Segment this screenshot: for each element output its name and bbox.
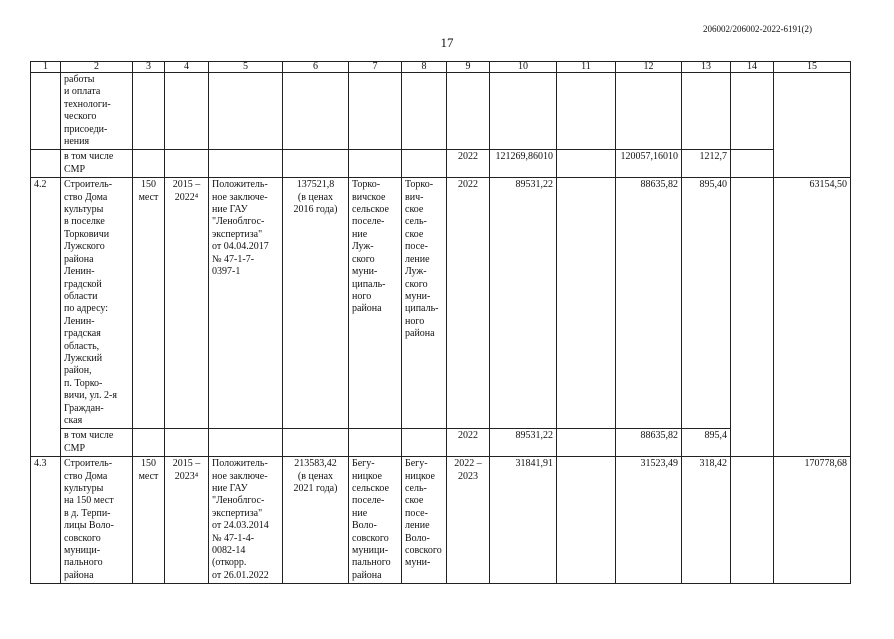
header-cell: 2 [61,62,133,73]
cell-regional: 120057,16010 [616,150,682,178]
header-cell: 12 [616,62,682,73]
cell-remaining: 63154,50 [774,178,851,457]
cell-local: 1212,7 [682,150,731,178]
cell-period: 2015 – 2023⁴ [165,457,209,584]
cell-col11 [557,73,616,150]
header-cell: 8 [402,62,447,73]
header-cell: 5 [209,62,283,73]
cell-capacity: 150 мест [133,178,165,429]
cell-object-name: работы и оплата технологи- ческого присоеди- нения [61,73,133,150]
cell-customer: Бегу- ницкое сельское поселе- ние Воло- совского муници- пального района [349,457,402,584]
cell-regional: 88635,82 [616,178,682,429]
cell-col14 [731,178,774,457]
cell-customer [349,73,402,150]
cell-number [31,73,61,150]
cell-owner [402,73,447,150]
cell-total: 121269,86010 [490,150,557,178]
cell-col11 [557,429,616,457]
header-cell: 6 [283,62,349,73]
cell-owner: Бегу- ницкое сель- ское посе- ление Воло- совского муни- [402,457,447,584]
cell-object-name: Строитель- ство Дома культуры на 150 мест в д. Терпи- лицы Воло- совского муници- пального района [61,457,133,584]
header-cell: 9 [447,62,490,73]
header-cell: 1 [31,62,61,73]
cell-remaining [774,73,851,178]
cell-year [447,73,490,150]
table-row [31,457,851,584]
page-number: 17 [440,35,454,50]
cell-expertise [209,73,283,150]
cell-year: 2022 – 2023 [447,457,490,584]
header-cell: 14 [731,62,774,73]
cell-local [682,73,731,150]
table-subrow [31,429,851,457]
cell-col11 [557,457,616,584]
header-cell: 7 [349,62,402,73]
cell-period: 2015 – 2022⁴ [165,178,209,429]
cell-col14 [731,73,774,150]
table-row [31,73,851,150]
table-subrow [31,150,851,178]
header-cell: 11 [557,62,616,73]
cell-regional: 31523,49 [616,457,682,584]
cell-year: 2022 [447,429,490,457]
header-cell: 13 [682,62,731,73]
cell-total: 31841,91 [490,457,557,584]
cell-total: 89531,22 [490,178,557,429]
data-table [30,61,851,584]
cell-total [490,73,557,150]
header-row [31,62,851,73]
header-cell: 15 [774,62,851,73]
cell-year: 2022 [447,150,490,178]
cell-capacity [133,73,165,150]
cell-col14 [731,457,774,584]
cell-regional [616,73,682,150]
header-cell: 4 [165,62,209,73]
cell-owner: Торко- вич- ское сель- ское посе- ление Луж- ского муни- ципаль- ного района [402,178,447,429]
cell-estimated-cost [283,73,349,150]
cell-estimated-cost: 213583,42 (в ценах 2021 года) [283,457,349,584]
cell-total: 89531,22 [490,429,557,457]
cell-expertise: Положитель- ное заключе- ние ГАУ "Леноблгос- экспертиза" от 24.03.2014 № 47-1-4- 0082-14 (откорр. от 26.01.2022 [209,457,283,584]
cell-number: 4.2 [31,178,61,457]
cell-local: 895,40 [682,178,731,429]
header-cell: 3 [133,62,165,73]
cell-capacity: 150 мест [133,457,165,584]
document-id: 206002/206002-2022-6191(2) [703,24,812,34]
header-cell: 10 [490,62,557,73]
cell-customer: Торко- вичское сельское поселе- ние Луж- ского муни- ципаль- ного района [349,178,402,429]
cell-col11 [557,178,616,429]
table-row [31,178,851,429]
cell-estimated-cost: 137521,8 (в ценах 2016 года) [283,178,349,429]
cell-year: 2022 [447,178,490,429]
cell-remaining: 170778,68 [774,457,851,584]
cell-col14 [731,150,774,178]
cell-number: 4.3 [31,457,61,584]
cell-period [165,73,209,150]
cell-local: 318,42 [682,457,731,584]
cell-regional: 88635,82 [616,429,682,457]
cell-expertise: Положитель- ное заключе- ние ГАУ "Леноблгос- экспертиза" от 04.04.2017 № 47-1-7- 0397-1 [209,178,283,429]
cell-subtotal-label: в том числе СМР [61,429,133,457]
cell-local: 895,4 [682,429,731,457]
cell-subtotal-label: в том числе СМР [61,150,133,178]
cell-col11 [557,150,616,178]
cell-object-name: Строитель- ство Дома культуры в поселке Торковичи Лужского района Ленин- градской области по адресу: Ленин- градская область, Лужский район, п. Торко- вичи, ул. 2-я Граждан- ская [61,178,133,429]
